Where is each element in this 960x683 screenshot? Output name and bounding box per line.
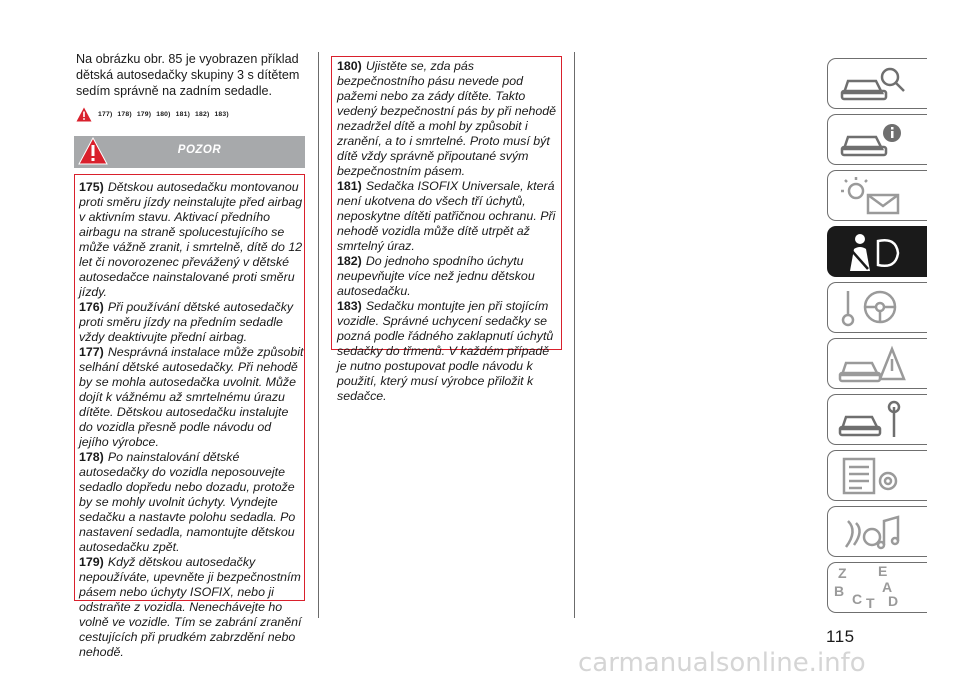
column-divider bbox=[318, 52, 319, 618]
side-tab-car-search[interactable] bbox=[827, 58, 927, 109]
reference-number: 178) bbox=[117, 110, 132, 118]
side-tab-multimedia[interactable] bbox=[827, 506, 927, 557]
warning-light-message-icon bbox=[838, 175, 908, 217]
reference-list bbox=[98, 111, 234, 118]
reference-number: 179) bbox=[136, 110, 152, 118]
warning-body bbox=[79, 180, 304, 660]
multimedia-icon bbox=[838, 511, 908, 553]
reference-number: 180) bbox=[156, 110, 171, 118]
car-search-icon bbox=[838, 63, 908, 105]
intro-paragraph: Na obrázku obr. 85 je vyobrazen příklad dětská autosedačky skupiny 3 s dítětem sedím správně na zadním sedadle. bbox=[76, 52, 300, 98]
warning-triangle-icon bbox=[76, 107, 92, 122]
reference-number: 183) bbox=[214, 110, 229, 118]
seatbelt-airbag-icon bbox=[838, 231, 908, 273]
specifications-icon bbox=[838, 455, 908, 497]
warning-item: 182) Do jednoho spodního úchytu neupevňujte více než jednu dětskou autosedačku. bbox=[337, 254, 535, 298]
warning-item: 181) Sedačka ISOFIX Universale, která není ukotvena do všech tří úchytů, neposkytne dítěti patřičnou ochranu. Při nehodě vozidla může dítě utrpět až smrtelný úraz. bbox=[337, 179, 556, 253]
page-number: 115 bbox=[826, 627, 855, 646]
reference-number: 182) bbox=[195, 110, 210, 118]
warning-references bbox=[76, 104, 308, 124]
warning-item: 180) Ujistěte se, zda pás bezpečnostního pásu nevede pod pažemi nebo za zády dítěte. Takto vedený bezpečnostní pás by při nehodě nezadržel dítě a mohl by způsobit i zranění, a to i smrtelné. Proto musí být dítě vždy správně připoutané svým bezpečnostním pásem. bbox=[337, 59, 557, 178]
side-tab-car-info[interactable] bbox=[827, 114, 927, 165]
column-divider bbox=[574, 52, 575, 618]
warning-header bbox=[74, 136, 305, 168]
side-tab-warning-lights[interactable] bbox=[827, 170, 927, 221]
key-steering-wheel-icon bbox=[838, 287, 908, 329]
warning-item: 176) Při používání dětské autosedačky proti směru jízdy na předním sedadle vždy deaktivujte přední airbag. bbox=[79, 300, 294, 344]
side-tab-safety[interactable] bbox=[827, 226, 927, 277]
warning-item: 179) Když dětskou autosedačky nepoužíváte, upevněte ji bezpečnostním pásem nebo úchyty ISOFIX, nebo ji odstraňte z vozidla. Nenechávejte ho volně ve vozidle. Tím se zabrání zranění cestujících při prudkém zabrzdění nebo nehodě. bbox=[79, 555, 302, 659]
warning-item: 177) Nesprávná instalace může způsobit selhání dětské autosedačky. Při nehodě by se mohla autosedačka uvolnit. Může dojít k vážnému až smrtelnému úrazu dítěte. Dětskou autosedačku instalujte do vozidla přesně podle návodu od jejího výrobce. bbox=[79, 345, 304, 449]
warning-body-continued bbox=[337, 59, 561, 404]
warning-item: 175) Dětskou autosedačku montovanou proti směru jízdy neinstalujte před airbag v aktivním stavu. Aktivací předního airbagu na straně spolucestujícího se může vážně zranit, i smrtelně, dítě do 12 let či novorozenec převážený v dětské autosedačce nainstalované proti směru jízdy. bbox=[79, 180, 303, 299]
side-tab-technical-data[interactable] bbox=[827, 450, 927, 501]
side-tab-emergency[interactable] bbox=[827, 338, 927, 389]
side-tab-maintenance[interactable] bbox=[827, 394, 927, 445]
car-maintenance-icon bbox=[838, 399, 908, 441]
side-tab-index[interactable] bbox=[827, 562, 927, 613]
car-info-icon bbox=[838, 119, 908, 161]
warning-item: 183) Sedačku montujte jen při stojícím vozidle. Správné uchycení sedačky se pozná podle řádného zaklapnutí úchytů sedačky do třmenů. V každém případě je nutno postupovat podle návodu k použití, který musí výrobce přiložit k sedačce. bbox=[337, 299, 554, 403]
reference-number: 181) bbox=[175, 110, 191, 118]
side-tab-starting-driving[interactable] bbox=[827, 282, 927, 333]
reference-number: 177) bbox=[98, 110, 113, 118]
index-letters-icon: Z E A B C T D bbox=[834, 563, 899, 611]
car-breakdown-icon bbox=[838, 343, 908, 385]
warning-title: POZOR bbox=[177, 144, 222, 156]
warning-item: 178) Po nainstalování dětské autosedačky do vozidla neposouvejte sedadlo dopředu nebo dozadu, protože by se mohly uvolnit úchyty. Vyndejte sedačku a nastavte polohu sedadla. Po nastavení sedadla, namontujte dětskou autosedačku zpět. bbox=[79, 450, 296, 554]
watermark: carmanualsonline.info bbox=[578, 648, 866, 678]
